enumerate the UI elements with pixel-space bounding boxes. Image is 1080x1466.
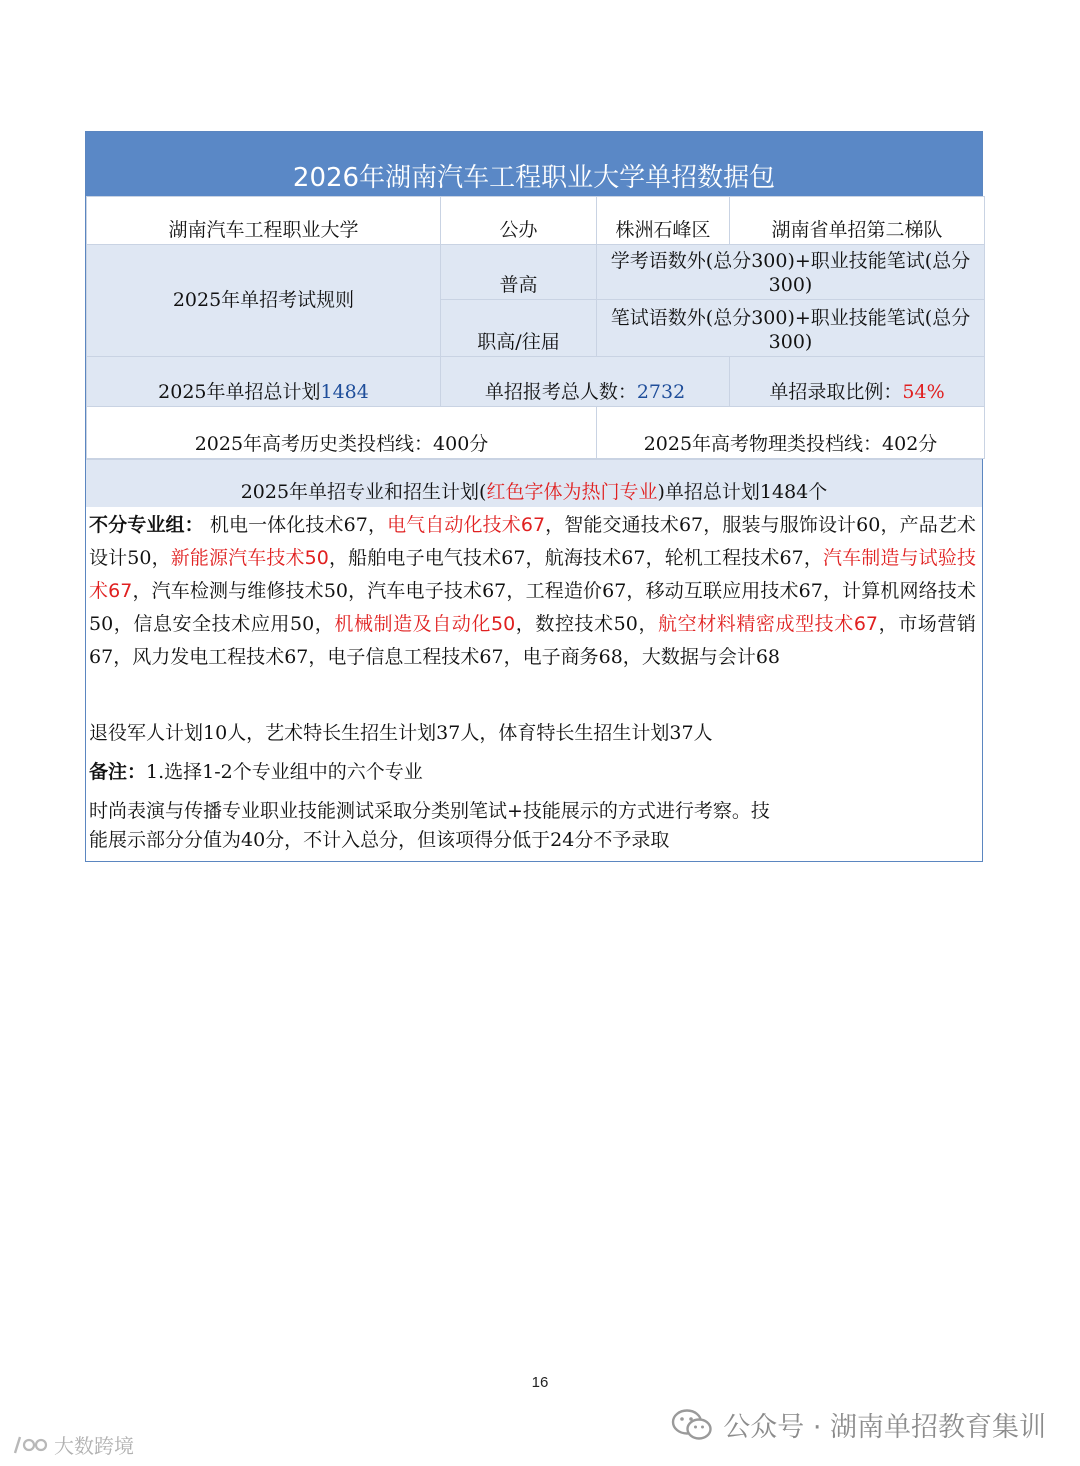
applicants-cell <box>441 357 730 407</box>
major-item: 电子信息工程技术67 <box>327 646 504 668</box>
major-item: 移动互联应用技术67 <box>645 580 823 602</box>
source-watermark <box>12 1430 134 1459</box>
major-item: 产品艺术设计50 <box>89 514 976 569</box>
major-item: 计算机网络技术50 <box>89 580 976 635</box>
ratio-value: 54% <box>902 381 945 403</box>
major-item: 机电一体化技术67 <box>209 514 368 536</box>
page-number: 16 <box>531 1374 549 1391</box>
major-item: 数控技术50 <box>535 613 638 635</box>
wechat-watermark <box>671 1405 1046 1444</box>
school-tier: 湖南省单招第二梯队 <box>730 197 985 245</box>
plan-header-prefix: 2025年单招专业和招生计划( <box>240 481 487 503</box>
major-item: 电子商务68 <box>522 646 623 668</box>
school-row <box>87 197 985 245</box>
ratio-cell <box>730 357 985 407</box>
source-logo-icon <box>12 1433 52 1457</box>
stats-row <box>87 357 985 407</box>
history-cutoff: 2025年高考历史类投档线：400分 <box>87 407 597 459</box>
remark <box>89 758 976 787</box>
exam-note-line-1: 时尚表演与传播专业职业技能测试采取分类别笔试+技能展示的方式进行考察。技 <box>89 800 770 822</box>
remark-text: 1.选择1-2个专业组中的六个专业 <box>146 761 423 783</box>
plan-content <box>86 509 982 861</box>
major-item: 轮机工程技术67 <box>664 547 804 569</box>
group-label: 不分专业组： <box>89 514 204 536</box>
info-table <box>86 196 985 459</box>
school-name: 湖南汽车工程职业大学 <box>87 197 441 245</box>
sheet-title: 2026年湖南汽车工程职业大学单招数据包 <box>86 132 982 196</box>
major-item: 汽车制造与试验技术67 <box>89 547 976 602</box>
total-plan-cell <box>87 357 441 407</box>
total-plan-value: 1484 <box>320 381 369 403</box>
special-plans: 退役军人计划10人，艺术特长生招生计划37人，体育特长生招生计划37人 <box>89 722 713 744</box>
school-type: 公办 <box>441 197 597 245</box>
major-item: 信息安全技术应用50 <box>133 613 315 635</box>
vocational-label: 职高/往届 <box>441 300 597 357</box>
plan-header-hot-note: 红色字体为热门专业 <box>486 481 658 503</box>
major-item: 电气自动化技术67 <box>387 514 546 536</box>
ratio-label: 单招录取比例： <box>769 381 903 403</box>
plan-header-suffix: )单招总计划1484个 <box>657 481 828 503</box>
data-sheet <box>85 131 983 862</box>
cutoff-row <box>87 407 985 459</box>
source-watermark-text: 大数跨境 <box>54 1434 134 1458</box>
major-item: 汽车检测与维修技术50 <box>151 580 348 602</box>
school-location: 株洲石峰区 <box>597 197 730 245</box>
exam-note-line-2: 能展示部分分值为40分，不计入总分，但该项得分低于24分不予录取 <box>89 829 670 851</box>
major-item: 市场营销67 <box>89 613 976 668</box>
wechat-icon <box>671 1408 713 1442</box>
wechat-watermark-text: 公众号 · 湖南单招教育集训 <box>723 1412 1046 1443</box>
applicants-label: 单招报考总人数： <box>484 381 637 403</box>
applicants-value: 2732 <box>636 381 686 403</box>
major-item: 智能交通技术67 <box>564 514 704 536</box>
major-item: 机械制造及自动化50 <box>334 613 516 635</box>
major-item: 船舶电子电气技术67 <box>348 547 526 569</box>
majors-list: 不分专业组： 机电一体化技术67，电气自动化技术67，智能交通技术67，服装与服饰设计60，产品艺术设计50，新能源汽车技术50，船舶电子电气技术67，航海技术67，轮机工程技术67，汽车制造与试验技术67，汽车检测与维修技术50，汽车电子技术67，工程造价67，移动互联应用技术67，计算机网络技术50，信息安全技术应用50，机械制造及自动化50，数控技术50，航空材料精密成型技术67，市场营销67，风力发电工程技术67，电子信息工程技术67，电子商务68，大数据与会计68 <box>89 514 976 668</box>
remark-label: 备注： <box>89 761 147 783</box>
major-item: 航海技术67 <box>544 547 646 569</box>
major-item: 航空材料精密成型技术67 <box>658 613 879 635</box>
total-plan-label: 2025年单招总计划 <box>158 381 321 403</box>
major-item: 工程造价67 <box>525 580 627 602</box>
vocational-exam-text: 笔试语数外(总分300)+职业技能笔试(总分300) <box>597 300 985 357</box>
general-exam-text: 学考语数外(总分300)+职业技能笔试(总分300) <box>597 245 985 300</box>
major-item: 大数据与会计68 <box>641 646 780 668</box>
major-item: 汽车电子技术67 <box>367 580 507 602</box>
rules-label: 2025年单招考试规则 <box>87 245 441 357</box>
major-item: 服装与服饰设计60 <box>722 514 881 536</box>
major-item: 新能源汽车技术50 <box>170 547 329 569</box>
major-item: 风力发电工程技术67 <box>132 646 309 668</box>
exam-note <box>89 797 976 855</box>
physics-cutoff: 2025年高考物理类投档线：402分 <box>597 407 985 459</box>
general-label: 普高 <box>441 245 597 300</box>
rules-row-general <box>87 245 985 300</box>
plan-header <box>86 459 982 507</box>
